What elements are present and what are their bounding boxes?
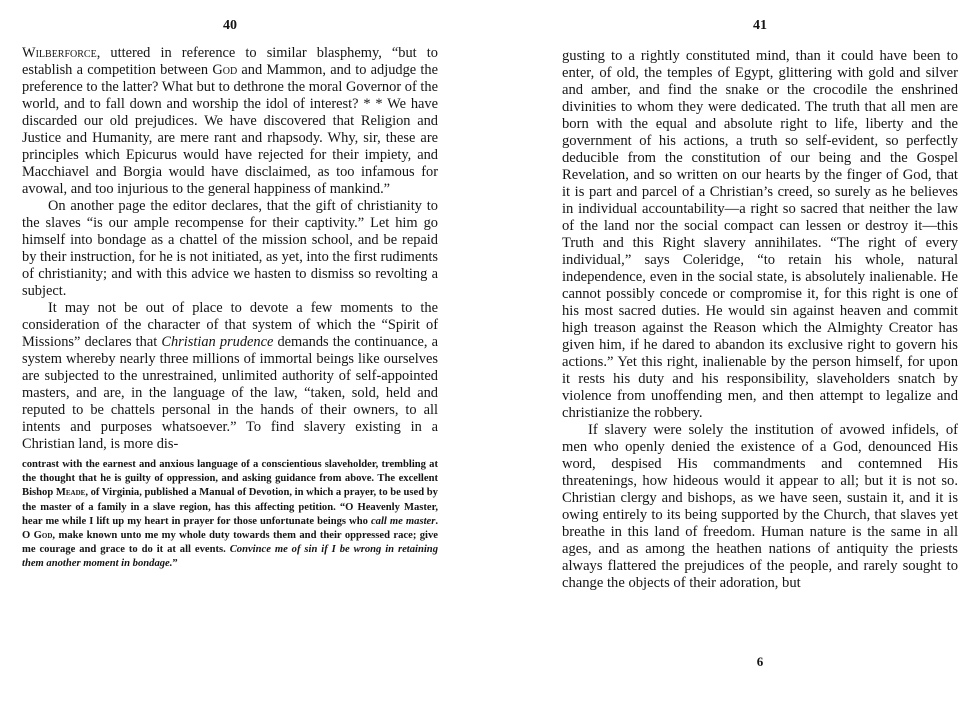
text-run: . O	[22, 515, 438, 542]
small-caps-text: Meade	[55, 487, 86, 499]
right-page	[562, 0, 958, 707]
italic-text: Convince me of sin if I be wrong in retaining them another moment in bondage.	[22, 544, 438, 570]
paragraph	[562, 422, 958, 592]
text-run: , of Virginia, published a Manual of Devotion, in which a prayer, to be used by the master of a family in a slave region, has this affecting petition. “O Heavenly Master, hear me while I lift up my heart in prayer for those unfortunate beings who	[22, 487, 438, 527]
left-page-text	[22, 45, 438, 572]
text-run: , make known unto me my whole duty towards them and their oppressed race; give me courage and grace to do it at all events.	[22, 530, 439, 556]
small-caps-text: Wilberforce	[22, 45, 97, 61]
left-page	[22, 0, 438, 707]
paragraph	[562, 48, 958, 422]
footnote	[22, 458, 438, 572]
text-run: It may not be out of place to devote a few moments to the consideration of the character of that system of which the “Spirit of Missions” declares that	[22, 300, 438, 350]
text-run: If slavery were solely the institution of avowed infidels, of men who openly denied the existence of a God, denounced His word, despised His commandments and contemned His threatenings, how hideous would it appear to all; but it is not so. Christian clergy and bishops, as we have seen, sustain it, and it is owing entirely to its being supported by the Church, that slaves yet breathe in this land of freedom. Human nature is the same in all ages, and as among the heathen nations of antiquity the priests always flattered the prejudices of the people, and rarely sought to change the objects of their adoration, but	[562, 422, 958, 591]
small-caps-text: God	[212, 62, 238, 78]
paragraph	[22, 198, 438, 300]
signature-mark: 6	[756, 654, 764, 669]
text-run: On another page the editor declares, that the gift of christianity to the slaves “is our ample recompense for their captivity.” Let him go himself into bondage as a chattel of the mission school, and be repaid by their instruction, for he is not initiated, as yet, into the first rudiments of christianity; and with this advice we hasten to dismiss so revolting a subject.	[22, 198, 438, 299]
text-run: demands the continuance, a system whereby nearly three millions of immortal beings like ourselves are subjected to the unrestrained, unlimited authority of self-appointed masters, and are, in the language of the law, “taken, sold, held and reputed to be chattels personal in the hands of their owners, to all intents and purposes whatsoever.” To find slavery existing in a Christian land, is more dis-	[22, 334, 438, 452]
paragraph	[22, 45, 438, 198]
text-run: gusting to a rightly constituted mind, than it could have been to enter, of old, the temples of Egypt, glittering with gold and silver and amber, and find the snake or the crocodile the enshrined divinities to whom they were dedicated. The truth that all men are born with the equal and absolute right to life, liberty and the government of his actions, a truth so self-evident, so perfectly deducible from the constitution of our being and the Gospel Revelation, and so written on our hearts by the finger of God, that it is part and parcel of a Christian’s creed, so surely as he believes in individual accountability—a right so sacred that neither the law of the land nor the social compact can lessen or destroy it—this Truth and this Right slavery annihilates. “The right of every individual,” says Coleridge, “to retain his whole, natural independence, even in the social state, is absolutely inalienable. He cannot possibly concede or compromise it, for this right is one of his most sacred duties. He would sin against heaven and commit high treason against the Reason which the Almighty Creator has given him, if he dared to abandon its exclusive right to govern his actions.” Yet this right, inalienable by the person himself, for upon it rests his duty and his responsibility, slaveholders snatch by violence from unoffending men, and then attempt to legalize and christianize the robbery.	[562, 48, 958, 421]
text-run: , uttered in reference to similar blasphemy, “but to establish a competition between	[22, 45, 438, 78]
page-number: 41	[753, 18, 767, 33]
text-run: and Mammon, and to adjudge the preference to the latter? What but to dethrone the moral Governor of the world, and to fall down and worship the idol of interest? * * We have discarded our old prejudices. We have discovered that Religion and Justice and Humanity, are mere rant and rhapsody. Why, sir, these are principles which Epicurus would have rejected for their impiety, and Macchiavel and Borgia would have disclaimed, as too infamous for avowal, and too injurious to the general happiness of mankind.”	[22, 62, 438, 197]
text-run: ”	[172, 558, 178, 570]
paragraph	[22, 300, 438, 453]
italic-text: Christian prudence	[161, 334, 274, 350]
text-run: contrast with the earnest and anxious language of a conscientious slaveholder, trembling at the thought that he is guilty of oppression, and asking guidance from above. The excellent Bishop	[22, 459, 438, 499]
small-caps-text: God	[33, 530, 53, 542]
italic-text: call me master	[370, 515, 436, 527]
right-page-text	[562, 48, 958, 592]
page-number: 40	[223, 18, 237, 33]
